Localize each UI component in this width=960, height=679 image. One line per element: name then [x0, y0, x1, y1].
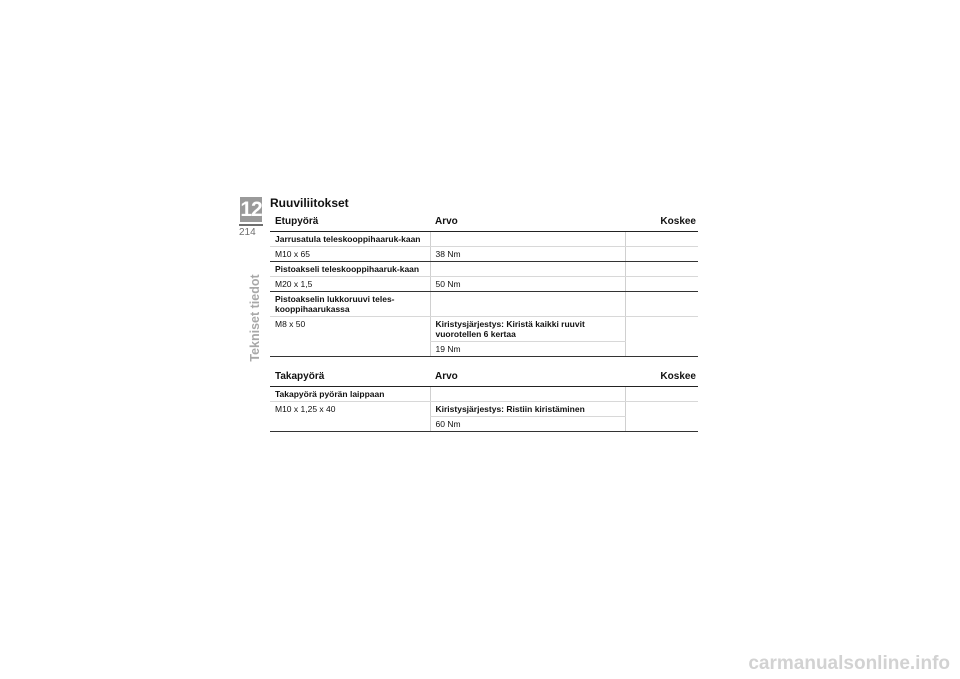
bolt-spec: M10 x 65: [270, 247, 430, 262]
torque-value: 19 Nm: [430, 342, 625, 357]
torque-value: 50 Nm: [430, 277, 625, 292]
column-header: Arvo: [430, 211, 625, 232]
bolt-spec: M10 x 1,25 x 40: [270, 402, 430, 432]
tightening-instruction: Kiristysjärjestys: Ristiin kiristäminen: [430, 402, 625, 417]
column-header: Takapyörä: [270, 366, 430, 387]
table-row: [270, 387, 698, 402]
table-row: [270, 402, 698, 417]
table-row: [270, 277, 698, 292]
applies-cell: [625, 247, 698, 262]
table-header-row: [270, 366, 698, 387]
chapter-title-vertical: Tekniset tiedot: [248, 274, 262, 362]
applies-cell: [625, 277, 698, 292]
applies-cell: [625, 402, 698, 432]
torque-value: 38 Nm: [430, 247, 625, 262]
front-wheel-table: [270, 211, 698, 357]
applies-cell: [625, 317, 698, 357]
torque-value: 60 Nm: [430, 417, 625, 432]
applies-cell: [625, 262, 698, 277]
applies-cell: [625, 387, 698, 402]
table-row: [270, 247, 698, 262]
watermark: carmanualsonline.info: [748, 653, 950, 674]
chapter-number-badge: 12: [240, 197, 262, 221]
page-title: Ruuviliitokset: [270, 196, 349, 210]
document-content: [270, 196, 698, 432]
rear-wheel-table: [270, 366, 698, 432]
table-row: [270, 262, 698, 277]
applies-cell: [625, 292, 698, 317]
column-header: Koskee: [625, 211, 698, 232]
bolt-spec: M20 x 1,5: [270, 277, 430, 292]
value-cell: [430, 292, 625, 317]
table-row: [270, 232, 698, 247]
bolt-spec: M8 x 50: [270, 317, 430, 357]
value-cell: [430, 262, 625, 277]
column-header: Koskee: [625, 366, 698, 387]
part-name: Pistoakseli teleskooppihaaruk-kaan: [270, 262, 430, 277]
applies-cell: [625, 232, 698, 247]
value-cell: [430, 232, 625, 247]
table-header-row: [270, 211, 698, 232]
table-row: [270, 317, 698, 342]
table-row: [270, 292, 698, 317]
page-number: 214: [239, 224, 263, 238]
part-name: Takapyörä pyörän laippaan: [270, 387, 430, 402]
column-header: Arvo: [430, 366, 625, 387]
tightening-instruction: Kiristysjärjestys: Kiristä kaikki ruuvit vuorotellen 6 kertaa: [430, 317, 625, 342]
value-cell: [430, 387, 625, 402]
part-name: Jarrusatula teleskooppihaaruk-kaan: [270, 232, 430, 247]
part-name: Pistoakselin lukkoruuvi teles-kooppihaarukassa: [270, 292, 430, 317]
column-header: Etupyörä: [270, 211, 430, 232]
